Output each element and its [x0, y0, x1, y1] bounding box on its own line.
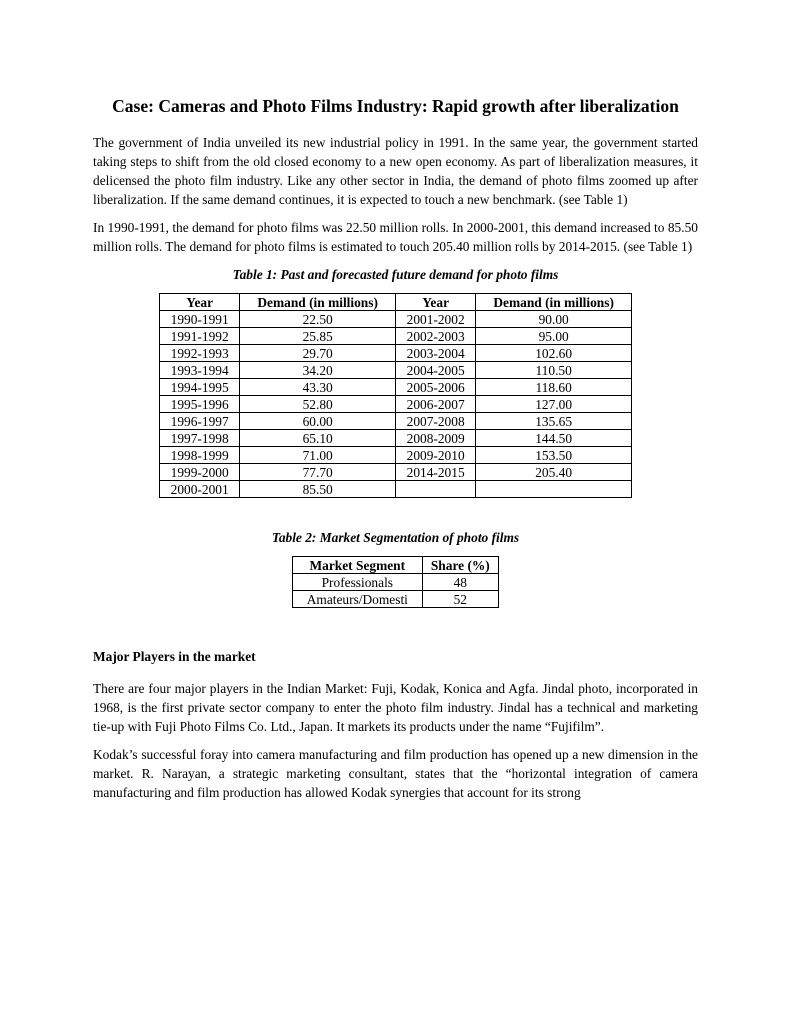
table-cell: 1997-1998 [160, 430, 240, 447]
demand-table [159, 293, 632, 498]
table-row [160, 430, 632, 447]
table-cell: 1994-1995 [160, 379, 240, 396]
table-cell: 2008-2009 [395, 430, 475, 447]
table-cell: 43.30 [240, 379, 396, 396]
table-cell: 2009-2010 [395, 447, 475, 464]
table-cell: 2002-2003 [395, 328, 475, 345]
section-paragraph-2: Kodak’s successful foray into camera manufacturing and film production has opened up a new dimension in the market. R. Narayan, a strategic marketing consultant, states that the “horizontal integration of camera manufacturing and film production has allowed Kodak synergies that account for its strong [93, 747, 698, 800]
intro-paragraph-2: In 1990-1991, the demand for photo films was 22.50 million rolls. In 2000-2001, this demand increased to 85.50 million rolls. The demand for photo films is estimated to touch 205.40 million rolls by 2014-2015. (see Table 1) [93, 220, 698, 254]
section-paragraph-1: There are four major players in the Indian Market: Fuji, Kodak, Konica and Agfa. Jindal photo, incorporated in 1968, is the first private sector company to enter the photo film industry. Jindal has a technical and marketing tie-up with Fuji Photo Films Co. Ltd., Japan. It markets its products under the name “Fujifilm”. [93, 681, 698, 734]
table-cell: 2000-2001 [160, 481, 240, 498]
table-row [160, 464, 632, 481]
table-cell: 77.70 [240, 464, 396, 481]
table-row [160, 379, 632, 396]
table-cell: 22.50 [240, 311, 396, 328]
segment-table [292, 556, 499, 608]
table-cell: 110.50 [476, 362, 632, 379]
table-row [293, 591, 499, 608]
intro-paragraph-1: The government of India unveiled its new industrial policy in 1991. In the same year, the government started taking steps to shift from the old closed economy to a new open economy. As part of liberalization measures, it delicensed the photo film industry. Like any other sector in India, the demand of photo films zoomed up after liberalization. If the same demand continues, it is expected to touch a new benchmark. (see Table 1) [93, 135, 698, 207]
table-cell: 2001-2002 [395, 311, 475, 328]
table-cell: 25.85 [240, 328, 396, 345]
table-cell: 95.00 [476, 328, 632, 345]
header-demand-left: Demand (in millions) [240, 294, 396, 311]
table-row [160, 481, 632, 498]
table-cell: 1991-1992 [160, 328, 240, 345]
table-cell: 65.10 [240, 430, 396, 447]
table-cell: 144.50 [476, 430, 632, 447]
table-row [160, 311, 632, 328]
table2-caption: Table 2: Market Segmentation of photo films [271, 530, 520, 545]
table-cell: 90.00 [476, 311, 632, 328]
table-cell: 153.50 [476, 447, 632, 464]
table-cell: 85.50 [240, 481, 396, 498]
table-cell: 2005-2006 [395, 379, 475, 396]
table-cell: 1993-1994 [160, 362, 240, 379]
table-cell: 71.00 [240, 447, 396, 464]
header-year-right: Year [395, 294, 475, 311]
table-cell: 1996-1997 [160, 413, 240, 430]
document-page [93, 94, 698, 811]
header-demand-right: Demand (in millions) [476, 294, 632, 311]
table-cell [395, 481, 475, 498]
table-cell: 118.60 [476, 379, 632, 396]
table-cell: Amateurs/Domesti [293, 591, 423, 608]
document-title: Case: Cameras and Photo Films Industry: Rapid growth after liberalization [112, 96, 679, 116]
table-cell: 2003-2004 [395, 345, 475, 362]
table-header-row [160, 294, 632, 311]
header-share: Share (%) [422, 557, 498, 574]
table-cell: 1992-1993 [160, 345, 240, 362]
table-row [160, 413, 632, 430]
table-row [160, 328, 632, 345]
table-cell: 60.00 [240, 413, 396, 430]
table-cell: 127.00 [476, 396, 632, 413]
table-cell: 29.70 [240, 345, 396, 362]
section-heading: Major Players in the market [93, 649, 256, 664]
table-header-row [293, 557, 499, 574]
table-cell: 1999-2000 [160, 464, 240, 481]
table-cell: 1998-1999 [160, 447, 240, 464]
table-cell: 205.40 [476, 464, 632, 481]
table-row [160, 362, 632, 379]
table-cell [476, 481, 632, 498]
table-cell: 2014-2015 [395, 464, 475, 481]
header-year-left: Year [160, 294, 240, 311]
table1-caption: Table 1: Past and forecasted future demand for photo films [232, 267, 559, 282]
table-cell: 135.65 [476, 413, 632, 430]
table-cell: 102.60 [476, 345, 632, 362]
table-cell: 1995-1996 [160, 396, 240, 413]
table-row [160, 396, 632, 413]
table-cell: 2004-2005 [395, 362, 475, 379]
table-cell: 48 [422, 574, 498, 591]
table-cell: 2007-2008 [395, 413, 475, 430]
table-cell: 2006-2007 [395, 396, 475, 413]
table-row [293, 574, 499, 591]
table-cell: 1990-1991 [160, 311, 240, 328]
table-cell: 52.80 [240, 396, 396, 413]
table-cell: Professionals [293, 574, 423, 591]
table-cell: 34.20 [240, 362, 396, 379]
table-cell: 52 [422, 591, 498, 608]
header-market-segment: Market Segment [293, 557, 423, 574]
table-row [160, 345, 632, 362]
table-row [160, 447, 632, 464]
